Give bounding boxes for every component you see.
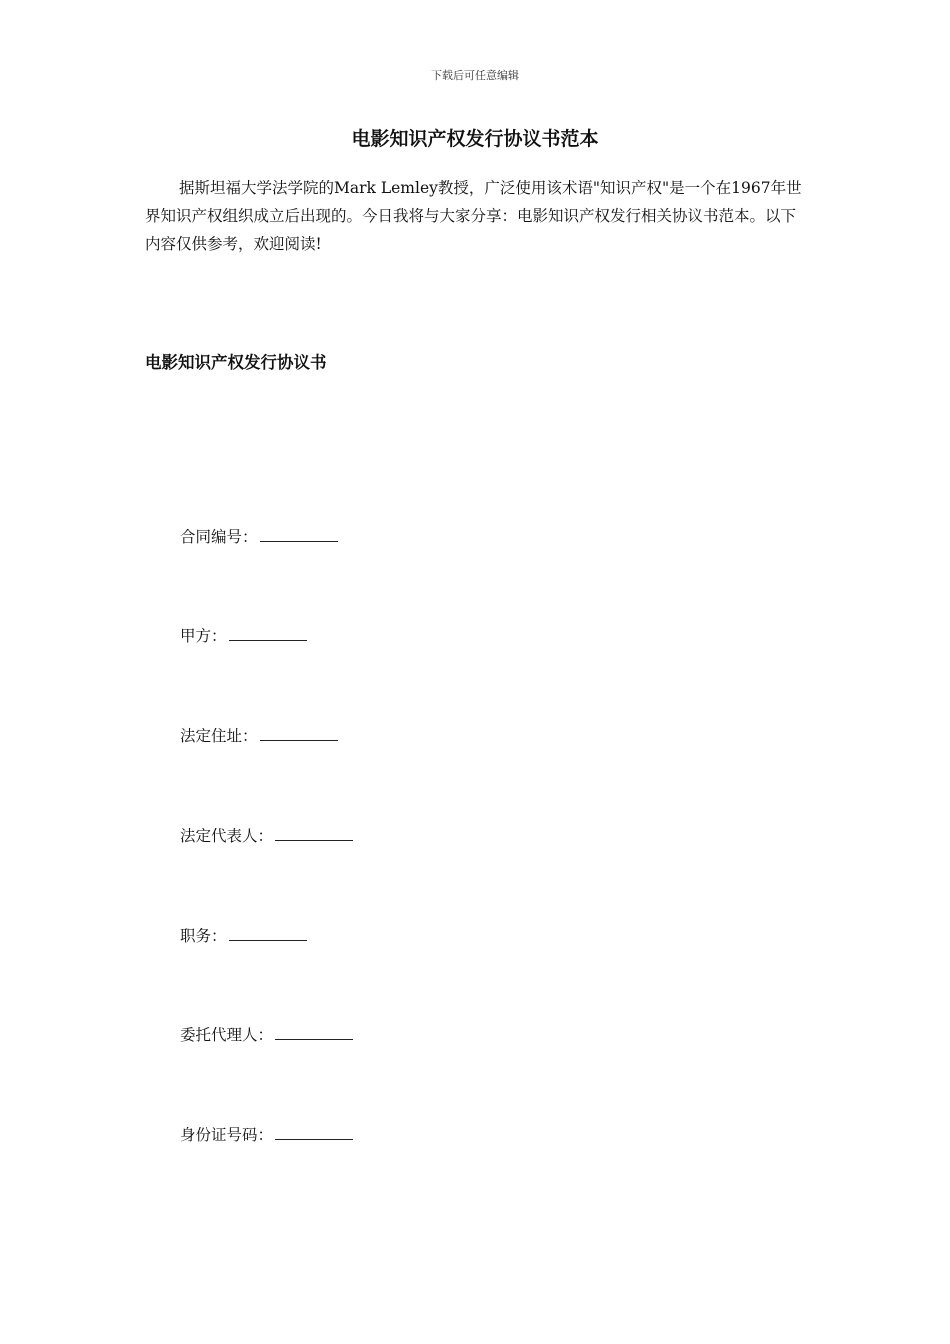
field-legal-representative: [180, 824, 353, 846]
field-party-a: [180, 624, 307, 646]
field-authorized-agent: [180, 1023, 353, 1045]
header-note: 下载后可任意编辑: [431, 69, 519, 82]
field-label: 身份证号码：: [180, 1126, 274, 1144]
field-id-number: [180, 1123, 353, 1145]
field-label: 委托代理人：: [180, 1026, 274, 1044]
field-label: 法定住址：: [180, 727, 258, 745]
field-legal-address: [180, 724, 338, 746]
fill-blank: [275, 1025, 353, 1040]
fill-blank: [260, 726, 338, 741]
fill-blank: [229, 926, 307, 941]
field-position: [180, 924, 307, 946]
field-label: 职务：: [180, 927, 227, 945]
field-contract-number: [180, 525, 338, 547]
field-label: 甲方：: [180, 627, 227, 645]
fill-blank: [229, 626, 307, 641]
fill-blank: [275, 1125, 353, 1140]
fill-blank: [275, 826, 353, 841]
field-label: 法定代表人：: [180, 827, 274, 845]
fill-blank: [260, 527, 338, 542]
section-heading: 电影知识产权发行协议书: [145, 353, 327, 372]
document-title: 电影知识产权发行协议书范本: [351, 128, 599, 150]
intro-paragraph: 据斯坦福大学法学院的Mark Lemley教授，广泛使用该术语"知识产权"是一个在1967年世界知识产权组织成立后出现的。今日我将与大家分享：电影知识产权发行相关协议书范本。以下内容仅供参考，欢迎阅读!: [145, 179, 802, 253]
field-label: 合同编号：: [180, 528, 258, 546]
